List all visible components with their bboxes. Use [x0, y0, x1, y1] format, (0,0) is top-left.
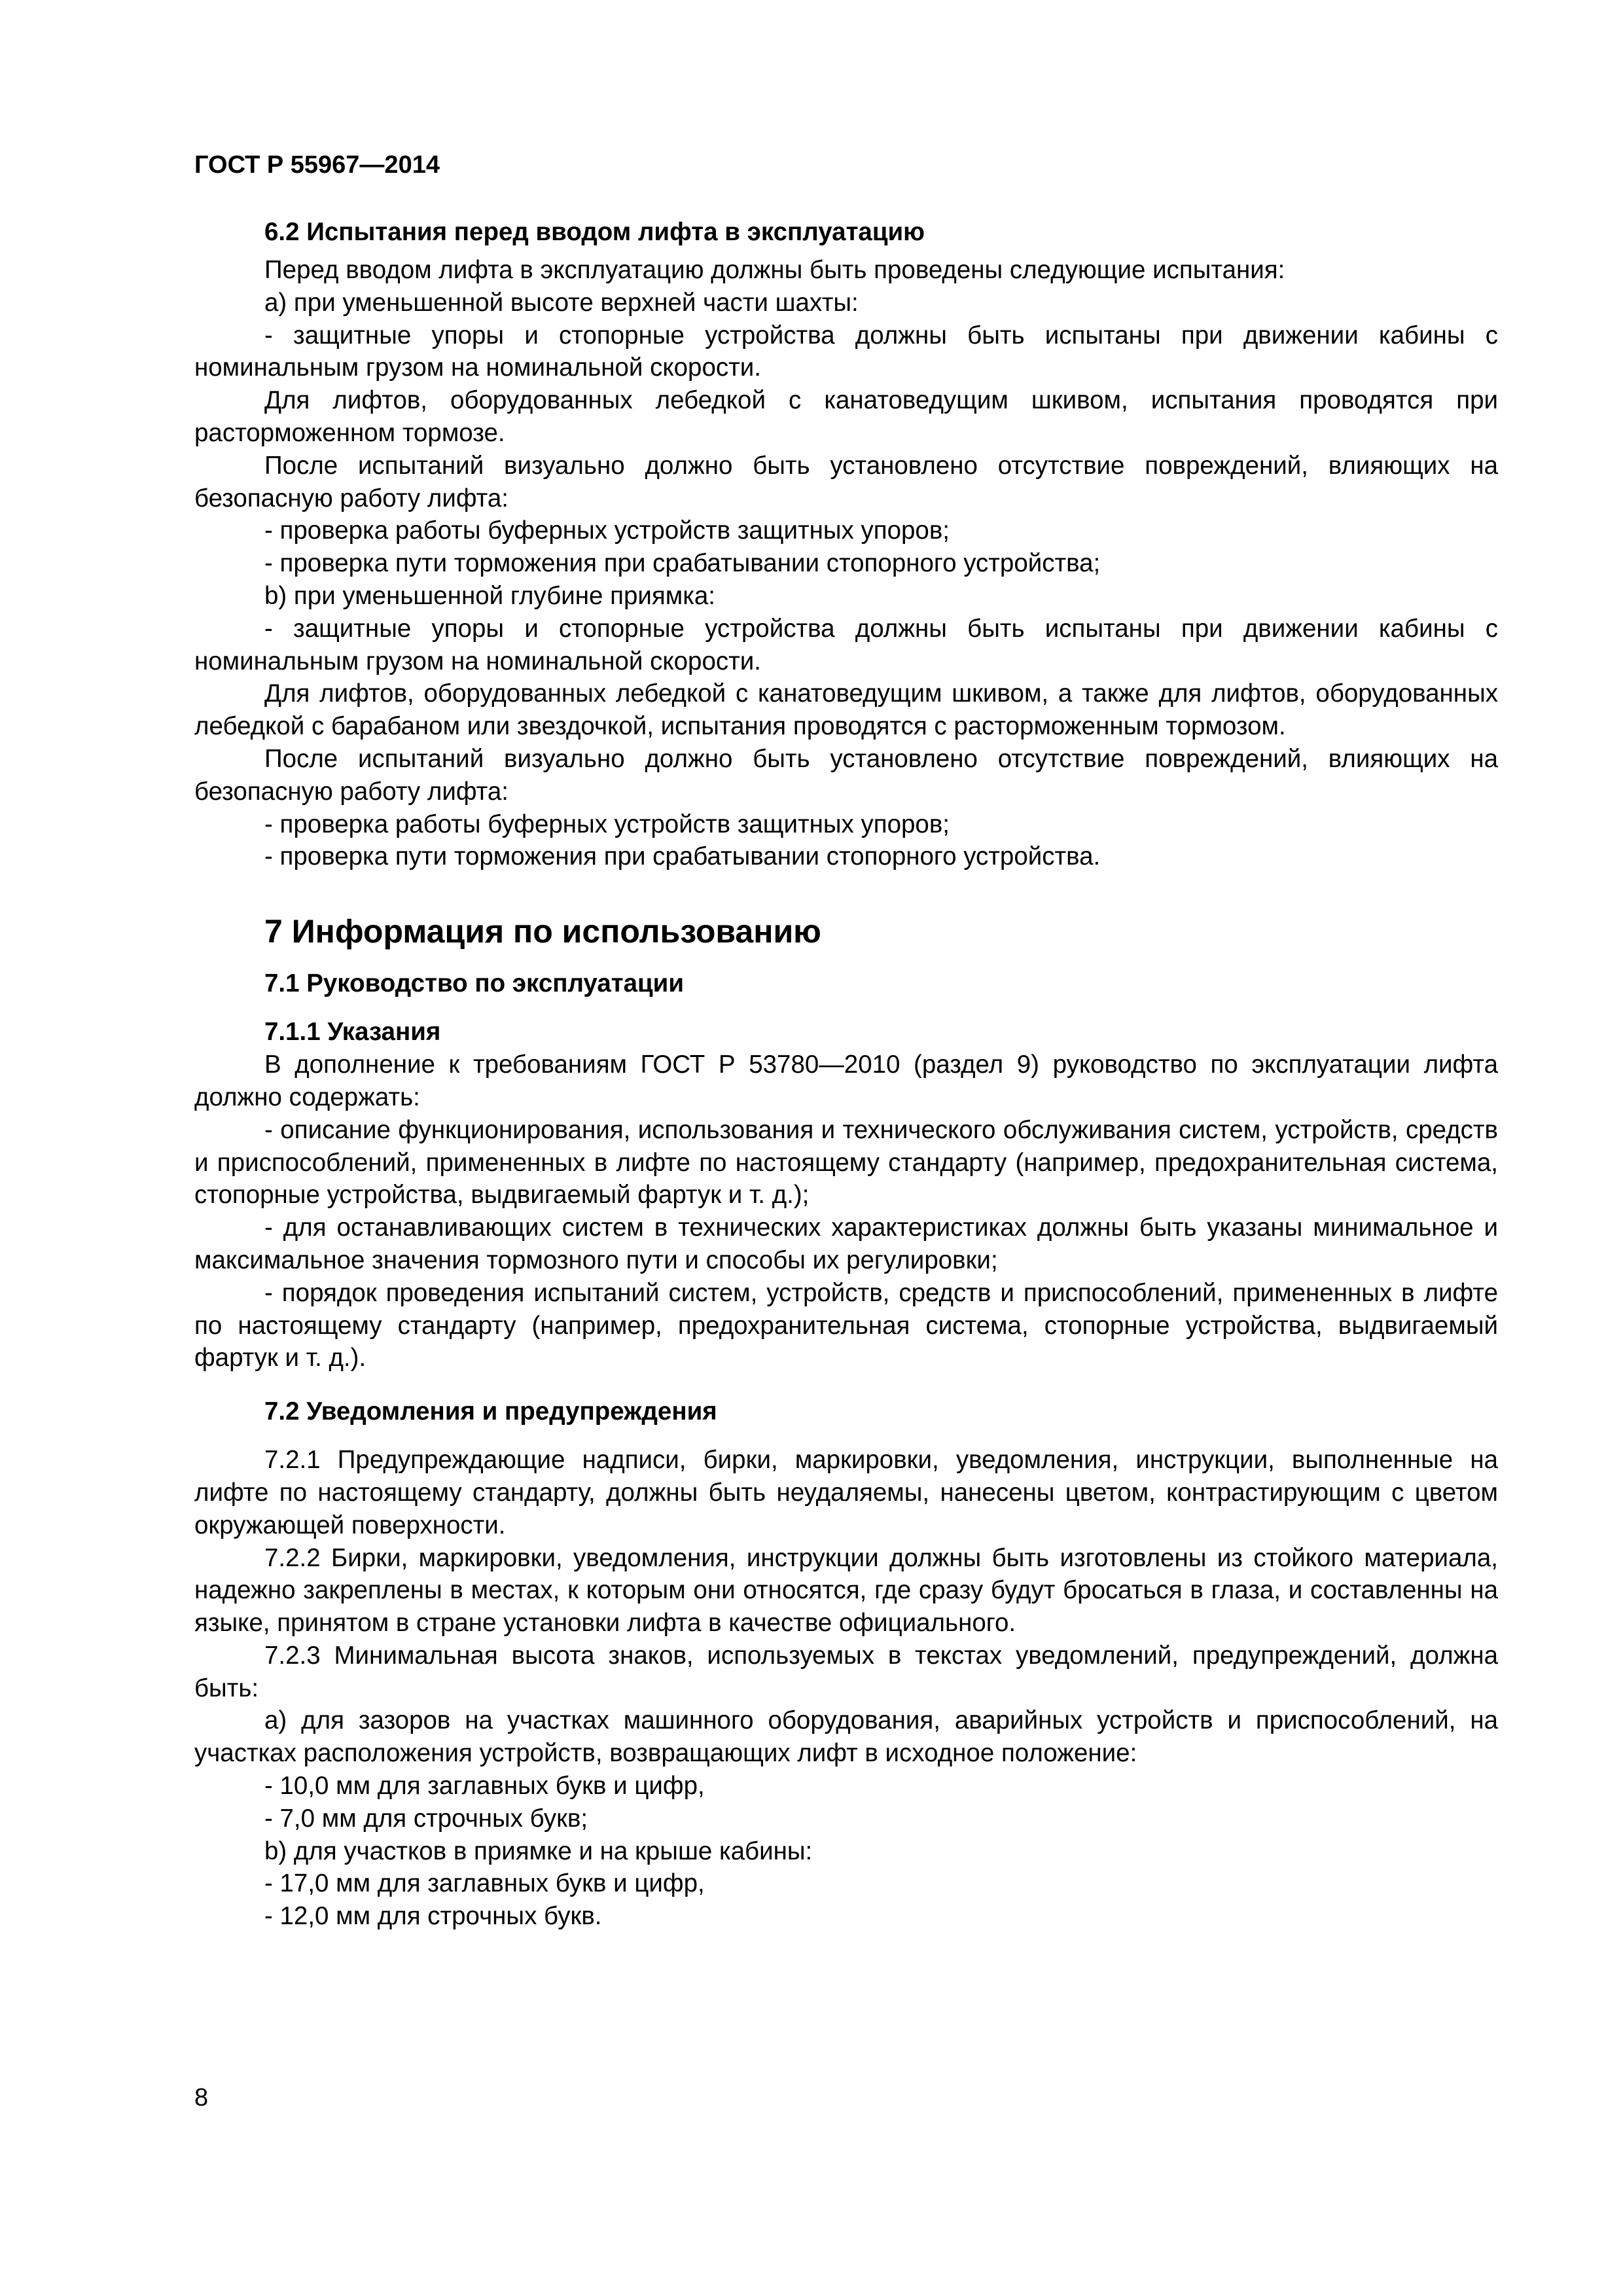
document-body	[194, 216, 1498, 1933]
paragraph: - 7,0 мм для строчных букв;	[264, 1804, 588, 1833]
section-7-1-1-heading: 7.1.1 Указания	[264, 1018, 441, 1047]
paragraph: а) для зазоров на участках машинного оборудования, аварийных устройств и приспособлений, на участках расположения устройств, возвращающих лифт в исходное положение:	[194, 1706, 1498, 1768]
paragraph: - проверка работы буферных устройств защитных упоров;	[264, 810, 950, 838]
section-7-heading: 7 Информация по использованию	[264, 913, 821, 950]
paragraph: - проверка пути торможения при срабатывании стопорного устройства;	[264, 549, 1101, 578]
paragraph: а) при уменьшенной высоте верхней части шахты:	[264, 288, 859, 317]
section-6-2-heading: 6.2 Испытания перед вводом лифта в эксплуатацию	[264, 218, 925, 246]
paragraph: - проверка пути торможения при срабатывании стопорного устройства.	[264, 842, 1101, 871]
paragraph: Для лифтов, оборудованных лебедкой с канатоведущим шкивом, а также для лифтов, оборудованных лебедкой с барабаном или звездочкой, испытания проводятся с расторможенным тормозом.	[194, 679, 1498, 741]
paragraph: - защитные упоры и стопорные устройства должны быть испытаны при движении кабины с номинальным грузом на номинальной скорости.	[194, 321, 1498, 382]
paragraph: 7.2.3 Минимальная высота знаков, используемых в текстах уведомлений, предупреждений, должна быть:	[194, 1641, 1498, 1702]
paragraph: 7.2.2 Бирки, маркировки, уведомления, инструкции должны быть изготовлены из стойкого материала, надежно закреплены в местах, к которым они относятся, где сразу будут бросаться в глаза, и составленны на языке, принятом в стране установки лифта в качестве официального.	[194, 1543, 1498, 1638]
section-7-1-heading: 7.1 Руководство по эксплуатации	[264, 969, 685, 998]
paragraph: - для останавливающих систем в технических характеристиках должны быть указаны минимальное и максимальное значения тормозного пути и способы их регулировки;	[194, 1213, 1498, 1274]
paragraph: - 10,0 мм для заглавных букв и цифр,	[264, 1772, 705, 1801]
paragraph: b) для участков в приямке и на крыше кабины:	[264, 1837, 813, 1865]
paragraph: После испытаний визуально должно быть установлено отсутствие повреждений, влияющих на безопасную работу лифта:	[194, 451, 1498, 512]
paragraph: b) при уменьшенной глубине приямка:	[264, 581, 715, 610]
paragraph: Перед вводом лифта в эксплуатацию должны быть проведены следующие испытания:	[264, 256, 1285, 284]
paragraph: - порядок проведения испытаний систем, устройств, средств и приспособлений, примененных в лифте по настоящему стандарту (например, предохранительная система, стопорные устройства, выдвигаемый фартук и т. д.).	[194, 1278, 1498, 1372]
document-code-header: ГОСТ Р 55967—2014	[194, 151, 440, 179]
paragraph: - 12,0 мм для строчных букв.	[264, 1902, 602, 1931]
page-number: 8	[194, 2084, 209, 2111]
paragraph: - 17,0 мм для заглавных букв и цифр,	[264, 1869, 705, 1898]
paragraph: - описание функционирования, использования и технического обслуживания систем, устройств, средств и приспособлений, примененных в лифте по настоящему стандарту (например, предохранительная система, стопорные устройства, выдвигаемый фартук и т. д.);	[194, 1115, 1498, 1210]
paragraph: После испытаний визуально должно быть установлено отсутствие повреждений, влияющих на безопасную работу лифта:	[194, 744, 1498, 806]
paragraph: - проверка работы буферных устройств защитных упоров;	[264, 516, 950, 545]
paragraph: - защитные упоры и стопорные устройства должны быть испытаны при движении кабины с номинальным грузом на номинальной скорости.	[194, 614, 1498, 675]
section-7-2-heading: 7.2 Уведомления и предупреждения	[264, 1397, 717, 1426]
paragraph: 7.2.1 Предупреждающие надписи, бирки, маркировки, уведомления, инструкции, выполненные на лифте по настоящему стандарту, должны быть неудаляемы, нанесены цветом, контрастирующим с цветом окружающей поверхности.	[194, 1446, 1498, 1539]
paragraph: Для лифтов, оборудованных лебедкой с канатоведущим шкивом, испытания проводятся при расторможенном тормозе.	[194, 386, 1498, 447]
paragraph: В дополнение к требованиям ГОСТ Р 53780—2010 (раздел 9) руководство по эксплуатации лифта должно содержать:	[194, 1050, 1498, 1111]
